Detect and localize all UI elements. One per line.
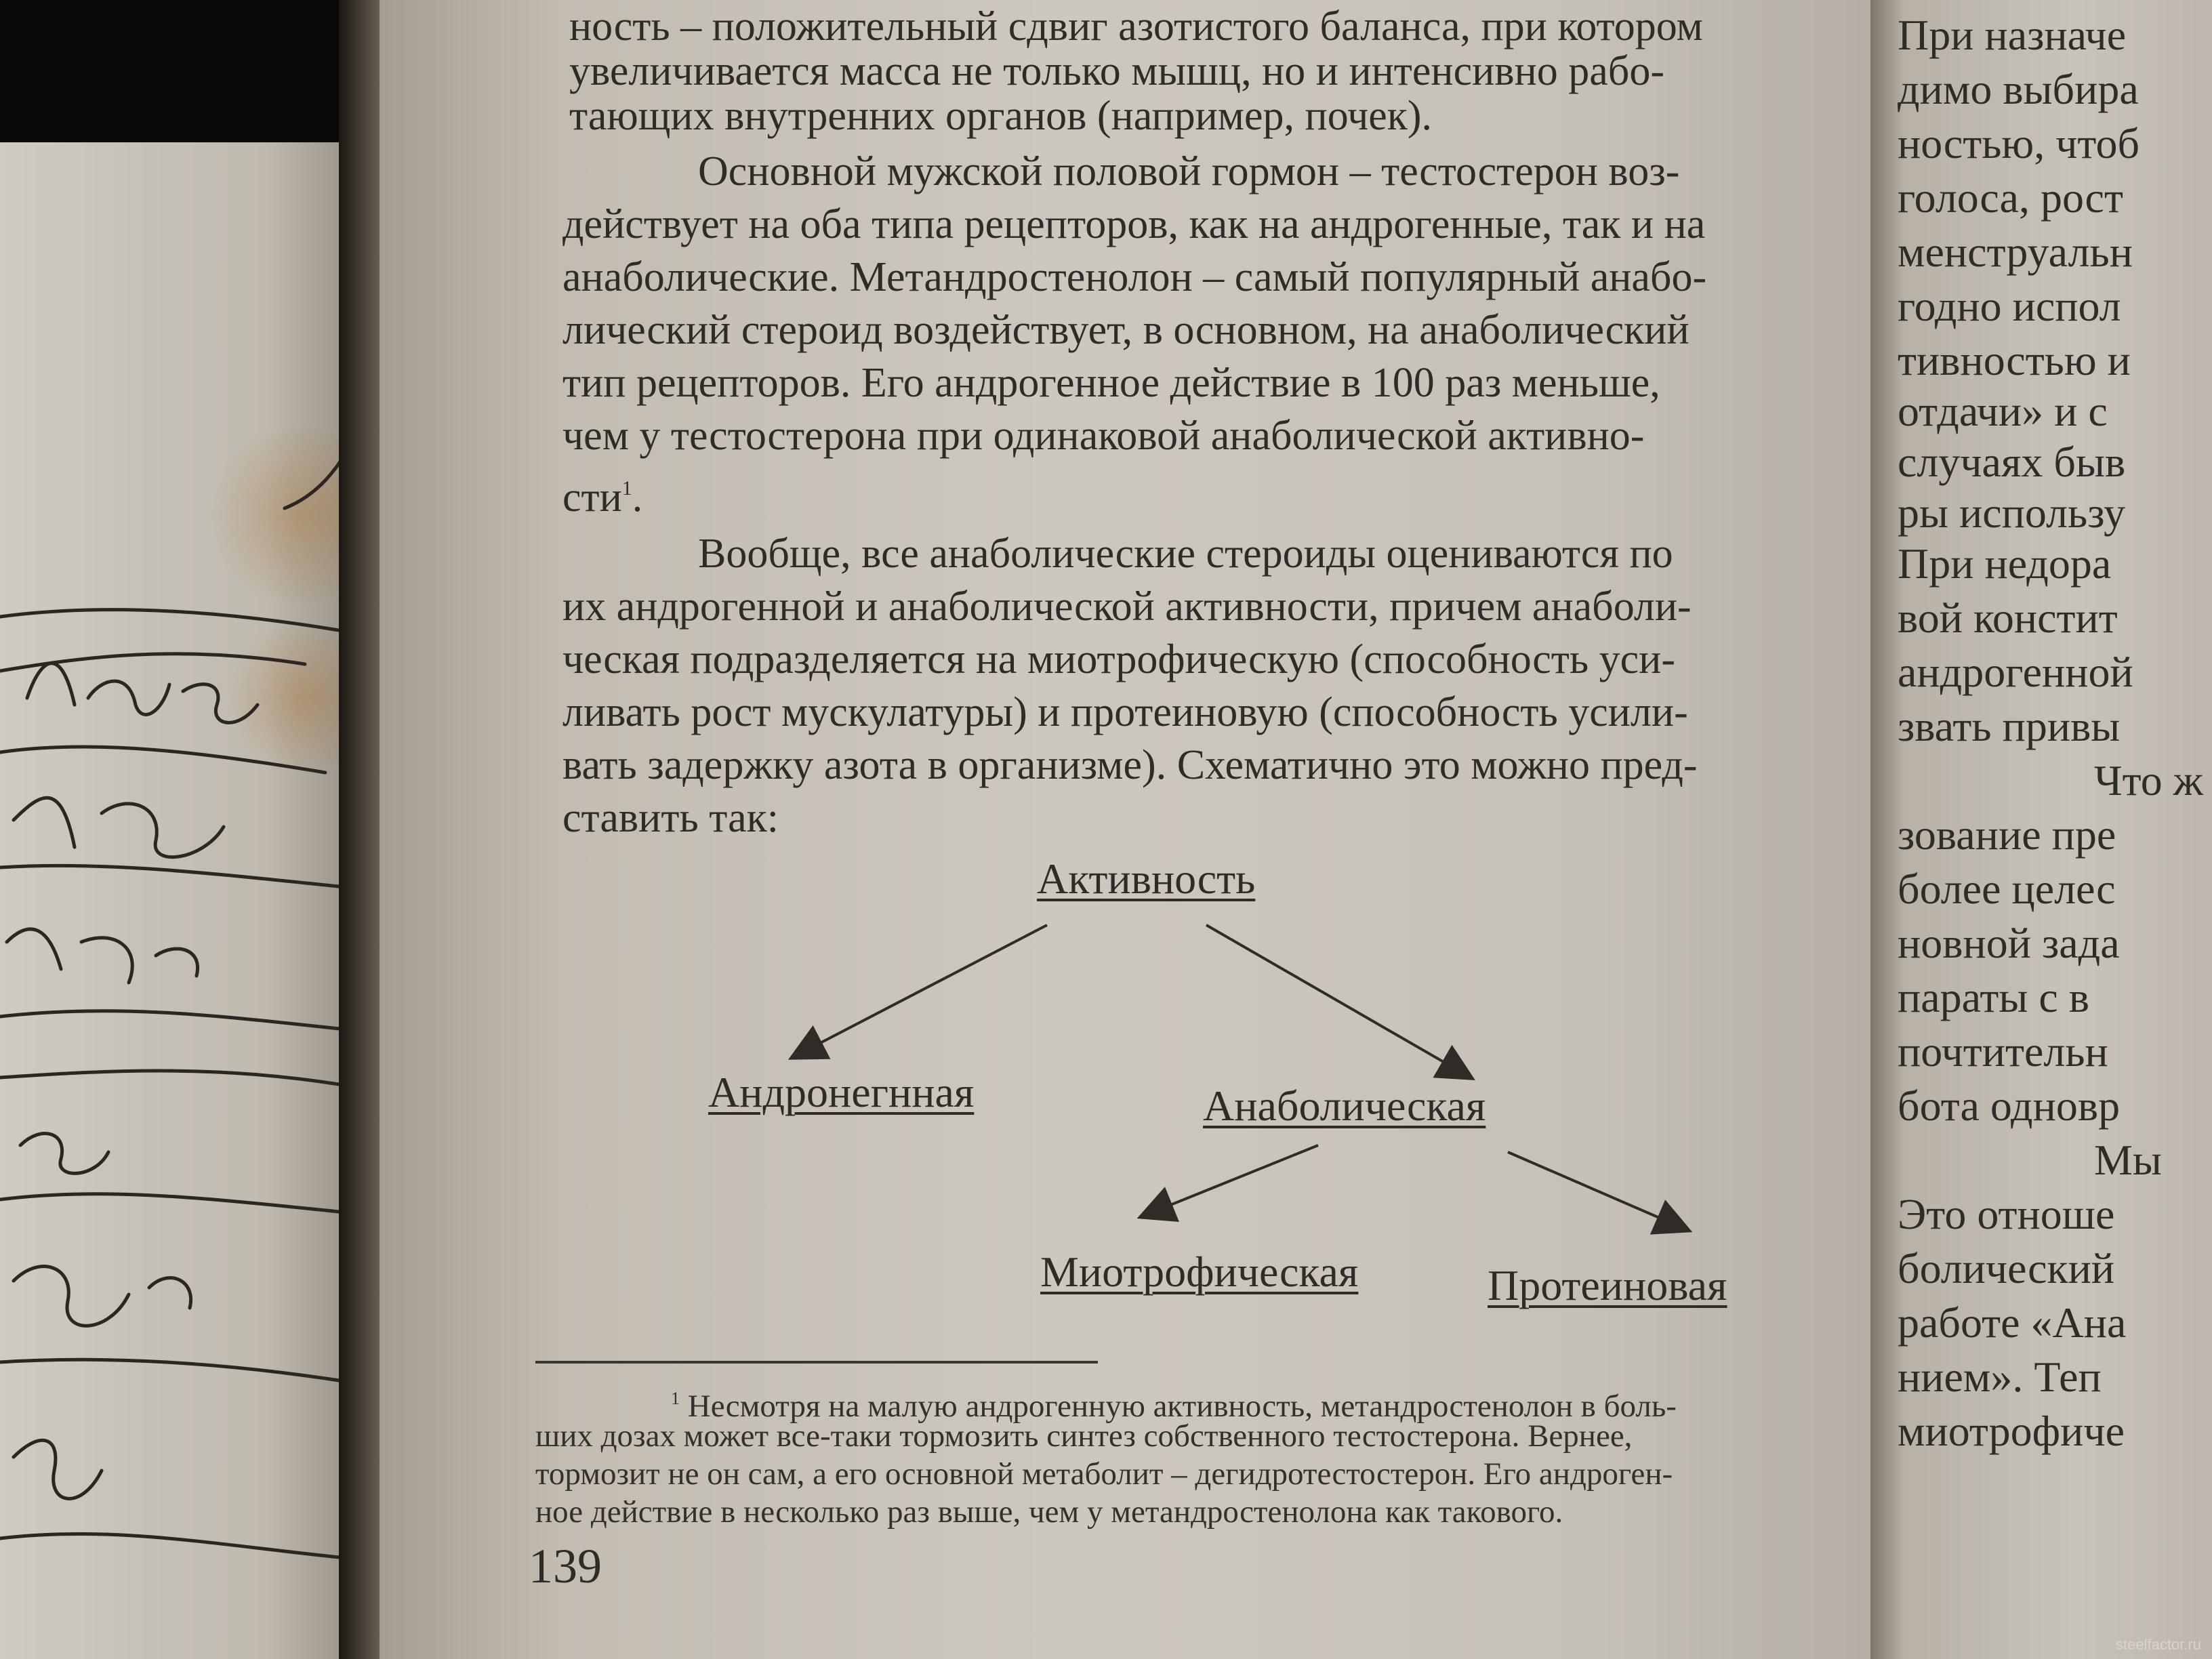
handwriting-scribbles (0, 142, 380, 1659)
text-fragment: сти (562, 474, 622, 520)
text-line: нием». Теп (1898, 1353, 2102, 1401)
text-line: вой констит (1898, 594, 2118, 642)
text-line: ческая подразделяется на миотрофическую (способность уси- (562, 636, 1675, 682)
text-line: Это отноше (1898, 1190, 2115, 1238)
text-line: При назначе (1898, 11, 2127, 59)
footnote-line (671, 1382, 1677, 1422)
diagram-node-activity: Активность (1037, 855, 1256, 903)
text-line: случаях быв (1898, 438, 2126, 486)
text-line: ность – положительный сдвиг азотистого баланса, при котором (569, 3, 1703, 49)
arrow-root-to-anabolic (1206, 925, 1471, 1078)
text-line: новной зада (1898, 919, 2120, 967)
right-book-page (1870, 0, 2212, 1659)
text-line: вать задержку азота в организме). Схематично это можно пред- (562, 742, 1698, 788)
text-line: их андрогенной и анаболической активности, причем анаболи- (562, 583, 1692, 630)
text-line: ливать рост мускулатуры) и протеиновую (способность усили- (562, 689, 1688, 735)
handwritten-sheet (0, 142, 380, 1659)
text-line: почтительн (1898, 1027, 2108, 1076)
text-line: Вообще, все анаболические стероиды оцениваются по (698, 531, 1673, 577)
text-line: голоса, рост (1898, 173, 2123, 222)
text-line: тивностью и (1898, 336, 2131, 384)
diagram-node-protein: Протеиновая (1488, 1261, 1727, 1309)
footnote-reference: 1 (621, 477, 632, 499)
arrow-root-to-androgenic (793, 925, 1047, 1057)
text-line: Что ж (2094, 756, 2203, 804)
text-line: бота одновр (1898, 1082, 2121, 1130)
text-line: При недора (1898, 539, 2112, 588)
text-line: звать привы (1898, 702, 2121, 750)
text-line: годно испол (1898, 282, 2121, 330)
book-page (380, 0, 1884, 1659)
footnote-rule (535, 1361, 1098, 1364)
arrow-anabolic-to-myotrophic (1142, 1145, 1318, 1216)
text-line: зование пре (1898, 811, 2116, 859)
text-line: тающих внутренних органов (например, почек). (569, 93, 1433, 139)
text-line: ры использу (1898, 489, 2126, 537)
text-line: Основной мужской половой гормон – тестостерон воз- (698, 148, 1680, 194)
diagram-node-myotrophic: Миотрофическая (1040, 1248, 1359, 1296)
text-line: параты с в (1898, 973, 2089, 1021)
footnote-line: ное действие в несколько раз выше, чем у метандростенолона как такового. (535, 1494, 1563, 1530)
text-line: лический стероид воздействует, в основном, на анаболический (562, 307, 1689, 353)
text-line: ставить так: (562, 795, 779, 841)
footnote-marker: 1 (671, 1389, 680, 1408)
text-line: анаболические. Метандростенолон – самый популярный анабо- (562, 254, 1707, 300)
diagram-node-androgenic: Андронегнная (708, 1068, 975, 1116)
footnote-line: тормозит не он сам, а его основной метаболит – дегидротестостерон. Его андроген- (535, 1456, 1673, 1492)
arrow-anabolic-to-protein (1508, 1152, 1687, 1230)
text-line: чем у тестостерона при одинаковой анаболической активно- (562, 413, 1645, 459)
text-line: работе «Ана (1898, 1298, 2127, 1347)
text-line: димо выбира (1898, 65, 2139, 113)
text-line: болический (1898, 1244, 2115, 1292)
page-number: 139 (529, 1539, 602, 1593)
text-line: миотрофиче (1898, 1407, 2125, 1455)
text-line: ностью, чтоб (1898, 119, 2140, 167)
diagram-node-anabolic: Анаболическая (1203, 1082, 1486, 1130)
text-line: увеличивается масса не только мышц, но и интенсивно рабо- (569, 48, 1664, 94)
footnote-text: Несмотря на малую андрогенную активность, метандростенолон в боль- (687, 1389, 1677, 1424)
text-line: тип рецепторов. Его андрогенное действие в 100 раз меньше, (562, 360, 1660, 406)
watermark: steelfactor.ru (2116, 1636, 2201, 1653)
text-line: более целес (1898, 865, 2116, 913)
text-line: менструальн (1898, 228, 2133, 276)
text-line: действует на оба типа рецепторов, как на андрогенные, так и на (562, 201, 1706, 247)
text-line: Мы (2094, 1136, 2162, 1184)
footnote-line: ших дозах может все-таки тормозить синтез собственного тестостерона. Вернее, (535, 1418, 1633, 1454)
text-fragment: . (632, 474, 643, 520)
text-line: андрогенной (1898, 648, 2133, 696)
text-line: отдачи» и с (1898, 387, 2108, 435)
